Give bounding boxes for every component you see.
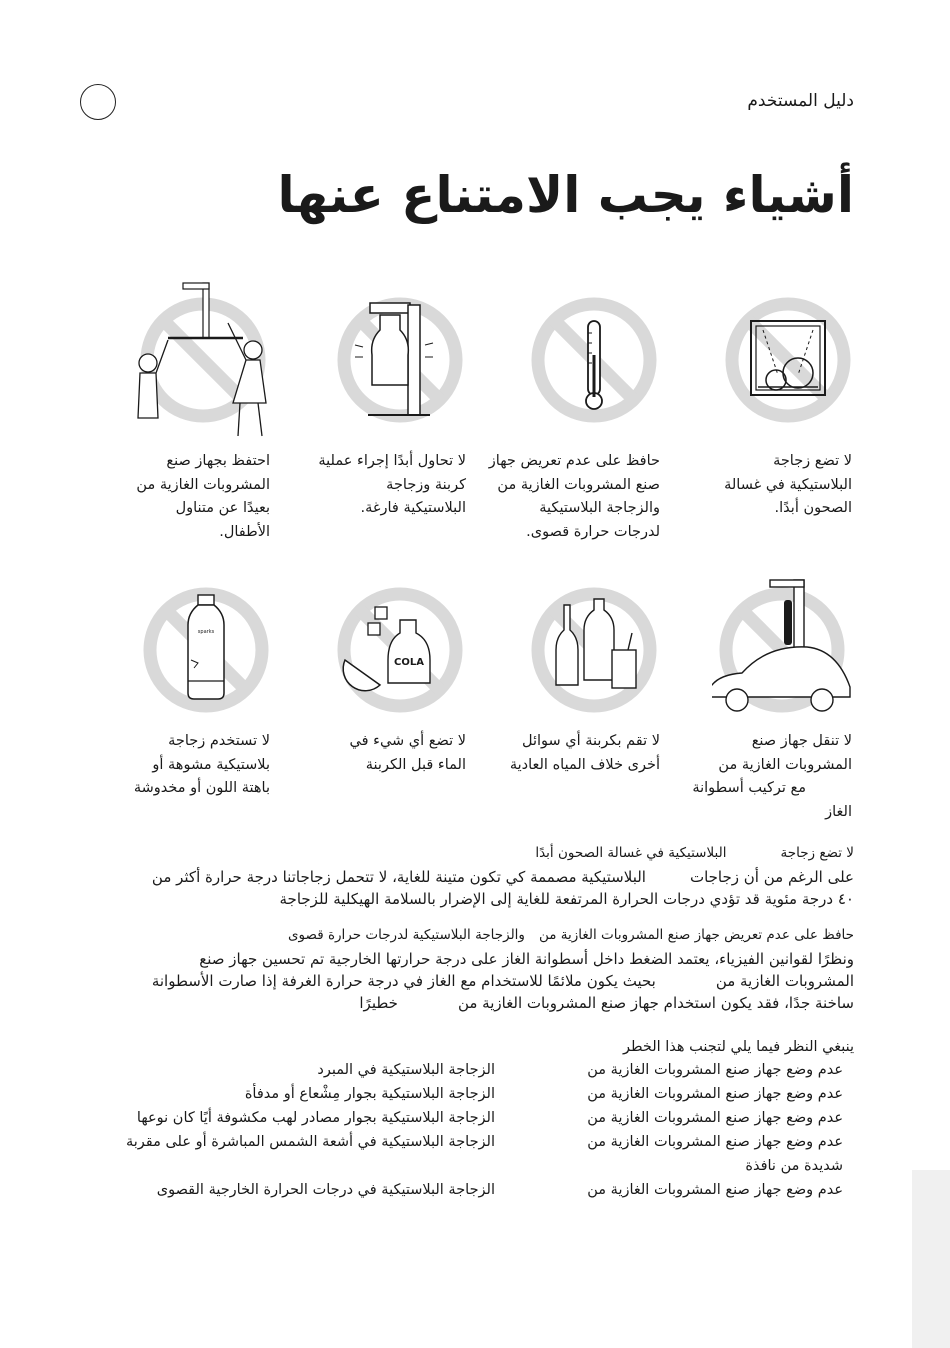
avoid-list-intro: ينبغي النظر فيما يلي لتجنب هذا الخطر (622, 1039, 854, 1055)
cola-label: COLA (394, 657, 424, 668)
avoid-list-col-b: الزجاجة البلاستيكية في المبرد الزجاجة البلاستيكية بجوار مِشْعاع أو مدفأة الزجاجة البلاستيكية بجوار مصادر لهب مكشوفة أيًا كان نوعها الزجاجة البلاستيكية في أشعة الشمس المباشرة أو على مقربة الزجاجة البلاستيكية في درجات الحرارة الخارجية القصوى (125, 1062, 495, 1198)
dishwasher-icon (718, 285, 858, 445)
list-item: عدم وضع جهاز صنع المشروبات الغازية من (587, 1182, 843, 1198)
section-temperature: حافظ على عدم تعريض جهاز صنع المشروبات الغازية منوالزجاجة البلاستيكية لدرجات حرارة قصوى ونظرًا لقوانين الفيزياء، يعتمد الضغط داخل أسطوانة الغاز على درجة حرارتها الخارجية تم تحسين جهاز صنع المشروبات الغازية منبحيث يكون ملائمًا للاستخدام مع الغاز في درجة حرارة الغرفة إذا صارت الأسطوانة ساخنة جدًا، فقد يكون استخدام جهاز صنع المشروبات الغازية منخطيرًا (74, 924, 854, 1014)
car-transport-icon (712, 575, 852, 735)
caption-damaged-bottle: لا تستخدم زجاجة بلاستيكية مشوهة أو باهتة اللون أو مخدوشة (133, 733, 270, 796)
bottle-brand-label: sparks (197, 629, 215, 635)
list-item: عدم وضع جهاز صنع المشروبات الغازية من (587, 1062, 843, 1078)
caption-empty-bottle: لا تحاول أبدًا إجراء عملية كربنة وزجاجة البلاستيكية فارغة. (318, 453, 466, 516)
additives-icon (330, 575, 470, 735)
other-liquids-icon (524, 575, 664, 735)
section-dishwasher-heading: لا تضع زجاجةالبلاستيكية في غسالة الصحون أبدًا (535, 845, 854, 861)
list-item-continued: شديدة من نافذة (745, 1158, 843, 1174)
empty-bottle-carbonation-icon (330, 285, 470, 445)
caption-other-liquids: لا تقم بكربنة أي سوائل أخرى خلاف المياه العادية (509, 733, 660, 773)
header-title: دليل المستخدم (747, 91, 854, 111)
section-dishwasher: لا تضع زجاجةالبلاستيكية في غسالة الصحون أبدًا على الرغم من أن زجاجاتالبلاستيكية مصممة كي تكون متينة للغاية، لا تتحمل زجاجاتنا درجة حرارة أكثر من ٤٠ درجة مئوية قد تؤدي درجات الحرارة المرتفعة للغاية إلى الإضرار بالسلامة الهيكلية للزجاجة (74, 842, 854, 910)
caption-dishwasher: لا تضع زجاجة البلاستيكية في غسالة الصحون أبدًا. (724, 453, 852, 516)
list-item: عدم وضع جهاز صنع المشروبات الغازية من (587, 1110, 843, 1126)
page-title: أشياء يجب الامتناع عنها (277, 166, 854, 224)
side-tab (912, 1170, 950, 1348)
children-reaching-icon (128, 278, 268, 438)
caption-children: احتفظ بجهاز صنع المشروبات الغازية من بعيدًا عن متناول الأطفال. (136, 453, 270, 540)
caption-car: لا تنقل جهاز صنع المشروبات الغازية من مع تركيب أسطوانة الغاز (692, 733, 852, 820)
caption-temperature: حافظ على عدم تعريض جهاز صنع المشروبات الغازية من والزجاجة البلاستيكية لدرجات حرارة قصوى. (488, 453, 660, 540)
page-number-circle (80, 84, 116, 120)
list-item: عدم وضع جهاز صنع المشروبات الغازية من (587, 1086, 843, 1102)
damaged-bottle-icon (136, 575, 276, 735)
caption-additives: لا تضع أي شيء في الماء قبل الكربنة (349, 733, 466, 773)
section-temperature-heading: حافظ على عدم تعريض جهاز صنع المشروبات الغازية منوالزجاجة البلاستيكية لدرجات حرارة قصوى (287, 927, 854, 943)
avoid-list-col-a (553, 1058, 843, 1202)
thermometer-icon (524, 285, 664, 445)
list-item: عدم وضع جهاز صنع المشروبات الغازية من (587, 1134, 843, 1150)
